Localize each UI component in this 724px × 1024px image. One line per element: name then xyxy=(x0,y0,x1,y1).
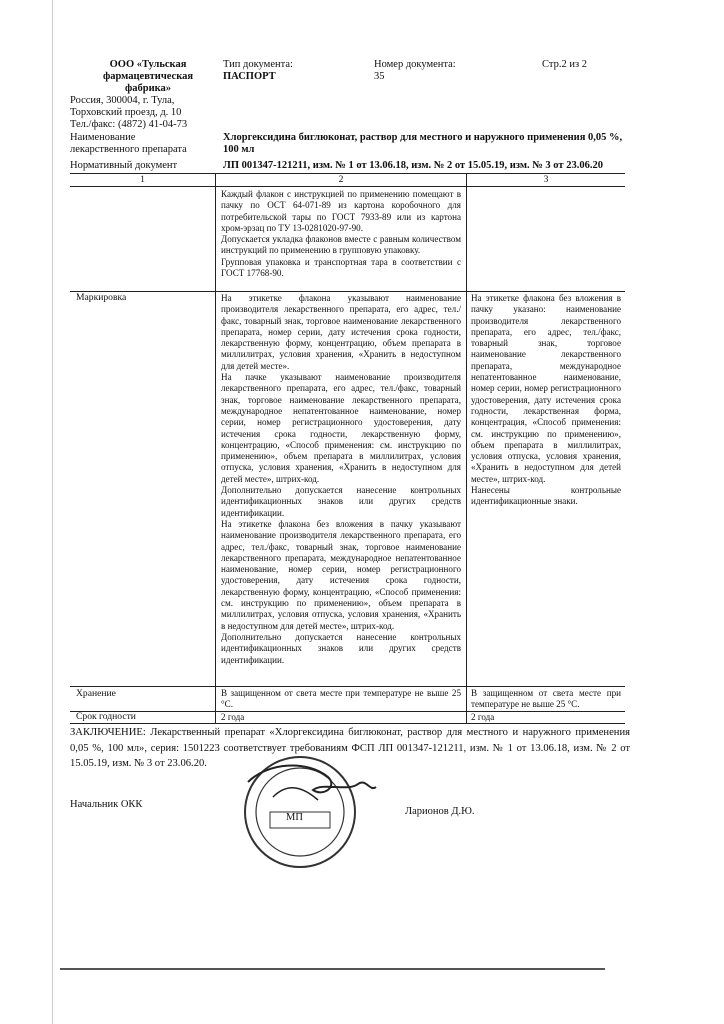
signer-position: Начальник ОКК xyxy=(70,799,143,810)
left-edge-line xyxy=(52,0,53,1024)
doc-number-value: 35 xyxy=(374,71,385,82)
conclusion-text: ЗАКЛЮЧЕНИЕ: Лекарственный препарат «Хлоргексидина биглюконат, раствор для местного и наружного применения 0,05 %, 100 мл», серия: 1501223 соответствует требованиям ФСП ЛП 001347-121211, изм. № 1 от 13.06.18, изм. № 2 от 15.05.19, изм. № 3 от 23.06.20. xyxy=(70,727,630,769)
norm-doc-value: ЛП 001347-121211, изм. № 1 от 13.06.18, изм. № 2 от 15.05.19, изм. № 3 от 23.06.20 xyxy=(223,160,603,171)
packaging-spec xyxy=(221,189,461,291)
row-divider-marking xyxy=(70,686,625,687)
marking-result xyxy=(471,293,621,593)
address-line1: Россия, 300004, г. Тула, xyxy=(70,95,175,106)
marking-result-p2: Нанесены контрольные идентификационные знаки. xyxy=(471,485,621,507)
storage-result: В защищенном от света месте при температуре не выше 25 °С. xyxy=(471,688,621,710)
marking-spec-p5: Дополнительно допускается нанесение контрольных идентификационных знаков или других средств идентификации. xyxy=(221,631,461,665)
marking-spec-p2: На пачке указывают наименование производителя лекарственного препарата, его адрес, тел./факс, товарный знак, торговое наименование лекарственного препарата, международное непатентованное наименование, номер серии, номер регистрационного удостоверения, дату истечения срока годности, лекарственную форму, концентрацию, «Способ применения: см. инструкцию по применению», объем препарата в миллилитрах, условия отпуска, условия хранения, «Хранить в недоступном для детей месте», штрих-код. xyxy=(221,372,461,484)
address-line2: Торховский проезд, д. 10 xyxy=(70,107,182,119)
storage-label: Хранение xyxy=(76,688,116,699)
marking-label: Маркировка xyxy=(76,292,127,303)
product-name-value xyxy=(223,132,643,156)
shelf-life-result: 2 года xyxy=(471,712,495,722)
company-name-line3: фабрика» xyxy=(124,83,172,95)
packaging-spec-p1: Каждый флакон с инструкцией по применению помещают в пачку по ОСТ 64-071-89 из картона коробочного для потребительской тары по ГОСТ 7933-89 или из картона хром-эрзац по ТУ 13-0281020-97-90. xyxy=(221,189,461,233)
storage-spec: В защищенном от света месте при температуре не выше 25 °С. xyxy=(221,688,461,710)
product-name-label-line1: Наименование xyxy=(70,132,136,143)
company-phone: Тел./факс: (4872) 41-04-73 xyxy=(70,119,188,131)
company-name xyxy=(88,59,208,96)
col-divider-2 xyxy=(466,173,467,724)
col-divider-1 xyxy=(215,173,216,724)
signer-name: Ларионов Д.Ю. xyxy=(405,806,475,817)
marking-spec-p4: На этикетке флакона без вложения в пачку указывают наименование производителя лекарственного препарата, его адрес, тел./факс, товарный знак, торговое наименование лекарственного препарата, международное непатентованное наименование, номер серии, номер регистрационного удостоверения, дату истечения срока годности, лекарственную форму, концентрацию, «Способ применения: см. инструкцию по применению», объем препарата в миллилитрах, условия отпуска, условия хранения, «Хранить в недоступном для детей месте», штрих-код. xyxy=(221,518,461,631)
marking-spec-p1: На этикетке флакона указывают наименование производителя лекарственного препарата, его адрес, тел./факс, товарный знак, торговое наименование лекарственного препарата, номер серии, дату истечения срока годности, лекарственную форму, концентрацию, объем препарата в миллилитрах, условия хранения, «Хранить в недоступном для детей месте». xyxy=(221,293,461,371)
stamp-label: МП xyxy=(286,812,303,823)
table-header-border xyxy=(70,186,625,187)
shelf-life-label: Срок годности xyxy=(76,711,136,722)
product-name-value-line2: 100 мл xyxy=(223,144,255,156)
product-name-value-line1: Хлоргексидина биглюконат, раствор для местного и наружного применения 0,05 %, xyxy=(223,132,623,143)
round-stamp xyxy=(228,742,378,872)
company-name-line1: ООО «Тульская xyxy=(109,59,187,70)
packaging-spec-p2: Допускается укладка флаконов вместе с равным количеством инструкций по применению в групповую упаковку. xyxy=(221,234,461,256)
shelf-life-spec: 2 года xyxy=(221,712,245,722)
company-name-line2: фармацевтическая xyxy=(102,71,194,83)
marking-result-p1: На этикетке флакона без вложения в пачку указано: наименование производителя лекарственного препарата, его адрес, тел./факс, товарный знак, торговое наименование лекарственного препарата, международное непатентованное наименование, номер серии, номер регистрационного удостоверения, дату истечения срока годности, лекарственная форма, концентрация, «Способ применения: см. инструкцию по применению», объем препарата в миллилитрах, условия отпуска, условия хранения, «Хранить в недоступном для детей месте», штрих-код. xyxy=(471,293,621,484)
marking-spec-p3: Дополнительно допускается нанесение контрольных идентификационных знаков или других средств идентификации. xyxy=(221,485,461,518)
doc-type-label: Тип документа: xyxy=(223,59,293,70)
product-name-label xyxy=(70,132,220,156)
company-address xyxy=(70,95,220,132)
row-divider-packaging xyxy=(70,291,625,292)
bottom-edge-line xyxy=(60,968,605,970)
col-header-1: 1 xyxy=(140,174,145,185)
doc-type-value: ПАСПОРТ xyxy=(223,71,276,82)
page-indicator: Стр.2 из 2 xyxy=(542,59,587,70)
product-name-label-line2: лекарственного препарата xyxy=(70,144,187,156)
col-header-2: 2 xyxy=(338,174,344,185)
doc-number-label: Номер документа: xyxy=(374,59,456,70)
marking-spec xyxy=(221,293,461,685)
col-header-3: 3 xyxy=(543,174,549,185)
norm-doc-label: Нормативный документ xyxy=(70,160,178,171)
packaging-spec-p3: Групповая упаковка и транспортная тара в соответствии с ГОСТ 17768-90. xyxy=(221,256,461,279)
